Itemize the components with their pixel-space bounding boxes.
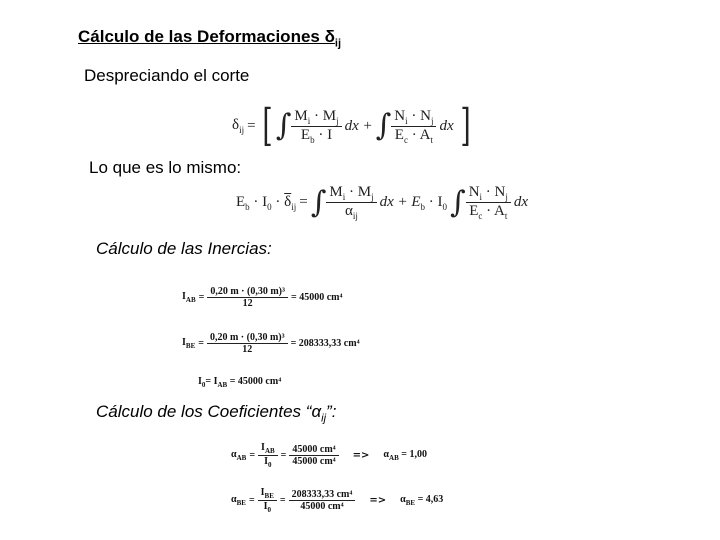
heading-despreciando: Despreciando el corte bbox=[84, 66, 250, 85]
eq1-fraction-1: $\frac{M_i \cdot M_j}{E_b \cdot I}$ bbox=[291, 108, 341, 145]
integral-sign: ∫ bbox=[310, 184, 327, 220]
integral-sign: ∫ bbox=[275, 108, 292, 143]
page-title: Cálculo de las Deformaciones $\delta_{ij}$ bbox=[78, 27, 342, 50]
equation-coef-ab: $\alpha_{AB}$ = $\frac{I_{AB}}{I_0}$ = $\frac{\text{45000 cm⁴}}{\text{45000 cm⁴}}$ => $\alpha_{AB} = 1,00$ bbox=[231, 442, 427, 469]
equation-inercia-0: $I_0= I_{AB} = 45000$ cm⁴ bbox=[198, 376, 282, 389]
integral-sign: ∫ bbox=[375, 108, 392, 143]
eq2-fraction-2: $\frac{N_i \cdot N_j}{E_c \cdot A_t}$ bbox=[466, 184, 511, 221]
equation-inercia-ab: $I_{AB}$ = $\frac{\text{0,20 m · (0,30 m)³}}{12}$ = 45000 cm⁴ bbox=[182, 286, 343, 309]
heading-inercias: Cálculo de las Inercias: bbox=[96, 239, 272, 258]
right-bracket: ] bbox=[460, 100, 471, 151]
equation-deformation: $\delta_{ij}$ = [ ∫ $\frac{M_i \cdot M_j}{E_b \cdot I}$ dx + ∫ $\frac{N_i \cdot N_j}{E_c \cdot A_t}$ dx ] bbox=[232, 100, 471, 151]
equation-coef-be: $\alpha_{BE}$ = $\frac{I_{BE}}{I_0}$ = $\frac{\text{208333,33 cm⁴}}{\text{45000 cm⁴}}$ => $\alpha_{BE} = 4,63$ bbox=[231, 487, 444, 514]
eq2-fraction-1: $\frac{M_i \cdot M_j}{\alpha_{ij}}$ bbox=[326, 184, 376, 221]
equation-inercia-be: $I_{BE}$ = $\frac{\text{0,20 m · (0,30 m)³}}{12}$ = 208333,33 cm⁴ bbox=[182, 332, 360, 355]
equation-normalized: $E_b \cdot I_0 \cdot \overline{\delta}_{ij}$ = ∫ $\frac{M_i \cdot M_j}{\alpha_{ij}}$ dx + $E_b \cdot I_0$ ∫ $\frac{N_i \cdot N_j}{E_c \cdot A_t}$ dx bbox=[236, 184, 529, 221]
heading-lo-mismo: Lo que es lo mismo: bbox=[89, 158, 242, 177]
eq1-fraction-2: $\frac{N_i \cdot N_j}{E_c \cdot A_t}$ bbox=[391, 108, 436, 145]
heading-coeficientes: Cálculo de los Coeficientes “$\alpha_{ij}$”: bbox=[96, 402, 337, 425]
left-bracket: [ bbox=[261, 100, 273, 151]
eq1-lhs: $\delta_{ij}$ bbox=[232, 117, 245, 135]
integral-sign: ∫ bbox=[450, 184, 466, 220]
